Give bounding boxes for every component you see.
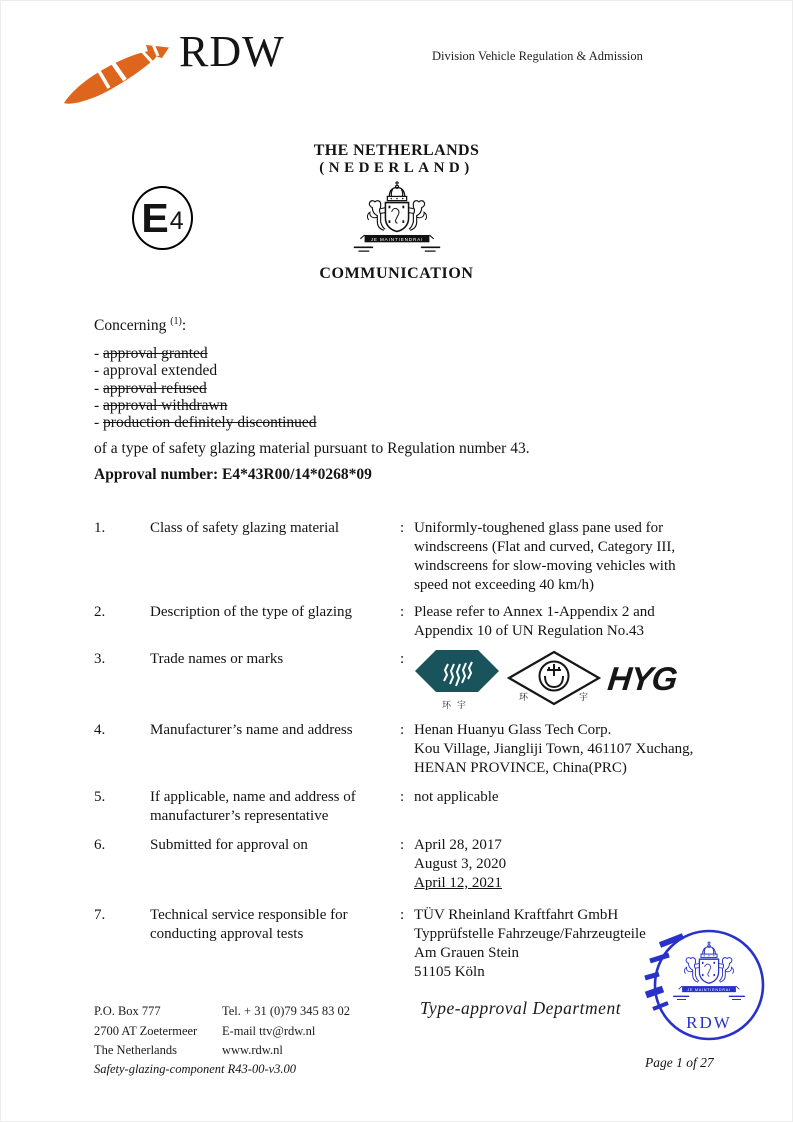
option-dash: -: [94, 396, 100, 414]
item-row-7: [94, 906, 710, 982]
communication-heading: COMMUNICATION: [319, 265, 474, 282]
value-line: 51105 Köln: [414, 964, 485, 980]
value-line: windscreens (Flat and curved, Category III,: [414, 539, 676, 555]
hyg-logotype: HYG: [606, 660, 679, 697]
footnote-ref: (1): [170, 316, 182, 327]
page-number: Page 1 of 27: [645, 1055, 714, 1070]
item-colon: :: [400, 604, 405, 620]
label-line: Description of the type of glazing: [150, 604, 353, 620]
hexagon-characters: 环宇: [441, 700, 472, 710]
diamond-trademark-icon: [507, 650, 601, 708]
item-row-6: [94, 836, 710, 893]
concerning-section: [94, 316, 694, 458]
value-line: Kou Village, Jiangliji Town, 461107 Xuchang,: [414, 741, 694, 757]
diamond-char-right: 宇: [579, 691, 589, 702]
label-line: Class of safety glazing material: [150, 520, 340, 536]
e4-approval-mark: [132, 186, 193, 250]
hexagon-trademark-icon: [414, 647, 500, 710]
country-native-title: (NEDERLAND): [319, 160, 474, 176]
concerning-word: Concerning: [94, 317, 167, 335]
concerning-subject: of a type of safety glazing material pursuant to Regulation number 43.: [94, 440, 530, 458]
option-dash: -: [94, 362, 100, 380]
option-dash: -: [94, 413, 100, 431]
option-dash: -: [94, 379, 100, 397]
concerning-option: [94, 362, 694, 379]
item-row-2: [94, 603, 710, 641]
item-number: 5.: [94, 789, 106, 805]
item-label: [150, 906, 400, 944]
item-colon: :: [400, 907, 405, 923]
label-line: Submitted for approval on: [150, 837, 308, 853]
item-number: 3.: [94, 651, 106, 667]
item-number: 2.: [94, 604, 106, 620]
item-value: [414, 650, 710, 710]
label-line: conducting approval tests: [150, 926, 304, 942]
item-label: [150, 650, 400, 669]
item-value: [414, 603, 710, 641]
value-line: Henan Huanyu Glass Tech Corp.: [414, 722, 612, 738]
option-approval-withdrawn: approval withdrawn: [103, 396, 228, 414]
diamond-char-left: 环: [519, 691, 529, 702]
item-colon: :: [400, 651, 405, 667]
value-line: April 28, 2017: [414, 837, 502, 853]
item-value: [414, 519, 710, 595]
label-line: Manufacturer’s name and address: [150, 722, 353, 738]
value-line: speed not exceeding 40 km/h): [414, 577, 594, 593]
concerning-label: [94, 316, 694, 335]
rdw-stamp-icon: [638, 924, 770, 1046]
option-approval-extended: approval extended: [103, 362, 218, 380]
item-colon: :: [400, 520, 405, 536]
label-line: manufacturer’s representative: [150, 808, 329, 824]
label-line: Trade names or marks: [150, 651, 284, 667]
item-colon: :: [400, 789, 405, 805]
value-line: HENAN PROVINCE, China(PRC): [414, 760, 627, 776]
item-colon: :: [400, 837, 405, 853]
concerning-option: [94, 414, 694, 431]
approval-number-line: Approval number: E4*43R00/14*0268*09: [94, 466, 372, 483]
item-row-5: [94, 788, 710, 826]
trademark-logos: [414, 647, 710, 710]
item-value: [414, 721, 710, 778]
item-row-4: [94, 721, 710, 778]
value-line: Appendix 10 of UN Regulation No.43: [414, 623, 644, 639]
option-dash: -: [94, 345, 100, 363]
footer-contact: [222, 1002, 350, 1061]
item-label: [150, 519, 400, 538]
address-line: The Netherlands: [94, 1043, 177, 1057]
item-row-3: [94, 650, 710, 710]
address-line: 2700 AT Zoetermeer: [94, 1023, 198, 1038]
value-line: TÜV Rheinland Kraftfahrt GmbH: [414, 907, 619, 923]
value-line: Am Grauen Stein: [414, 945, 519, 961]
item-number: 7.: [94, 907, 106, 923]
item-value: [414, 836, 710, 893]
country-title: THE NETHERLANDS: [313, 142, 480, 159]
item-label: [150, 836, 400, 855]
website-line: www.rdw.nl: [222, 1043, 283, 1057]
value-line: Uniformly-toughened glass pane used for: [414, 520, 664, 536]
item-number: 4.: [94, 722, 106, 738]
concerning-option: [94, 345, 694, 362]
item-number: 6.: [94, 837, 106, 853]
concerning-option: [94, 397, 694, 414]
e4-letter: E: [141, 194, 169, 241]
item-value: [414, 788, 710, 807]
item-number: 1.: [94, 520, 106, 536]
item-label: [150, 603, 400, 622]
item-label: [150, 788, 400, 826]
rdw-feather-logo-icon: [62, 43, 174, 109]
department-title: Type-approval Department: [420, 998, 622, 1018]
option-approval-refused: approval refused: [103, 379, 207, 397]
item-label: [150, 721, 400, 740]
option-approval-granted: approval granted: [103, 345, 208, 363]
netherlands-coat-of-arms-icon: [343, 179, 451, 257]
rdw-wordmark: RDW: [179, 27, 285, 76]
option-production-discontinued: production definitely discontinued: [103, 413, 317, 431]
value-line: Please refer to Annex 1-Appendix 2 and: [414, 604, 655, 620]
value-line: not applicable: [414, 789, 499, 805]
label-line: If applicable, name and address of: [150, 789, 356, 805]
division-title: Division Vehicle Regulation & Admission: [432, 49, 643, 63]
email-line: E-mail ttv@rdw.nl: [222, 1023, 316, 1038]
value-line: August 3, 2020: [414, 856, 507, 872]
document-reference: Safety-glazing-component R43-00-v3.00: [94, 1062, 297, 1076]
label-line: Technical service responsible for: [150, 907, 348, 923]
item-row-1: [94, 519, 710, 595]
value-line: windscreens for slow-moving vehicles with: [414, 558, 676, 574]
address-line: P.O. Box 777: [94, 1004, 161, 1018]
value-line: Typprüfstelle Fahrzeuge/Fahrzeugteile: [414, 926, 646, 942]
item-colon: :: [400, 722, 405, 738]
concerning-option: [94, 380, 694, 397]
concerning-colon: :: [181, 317, 187, 335]
stamp-rdw-text: RDW: [686, 1013, 732, 1032]
e4-number: 4: [169, 206, 184, 235]
footer-address: [94, 1002, 197, 1061]
phone-line: Tel. + 31 (0)79 345 83 02: [222, 1004, 351, 1018]
value-line-underlined: April 12, 2021: [414, 875, 502, 891]
